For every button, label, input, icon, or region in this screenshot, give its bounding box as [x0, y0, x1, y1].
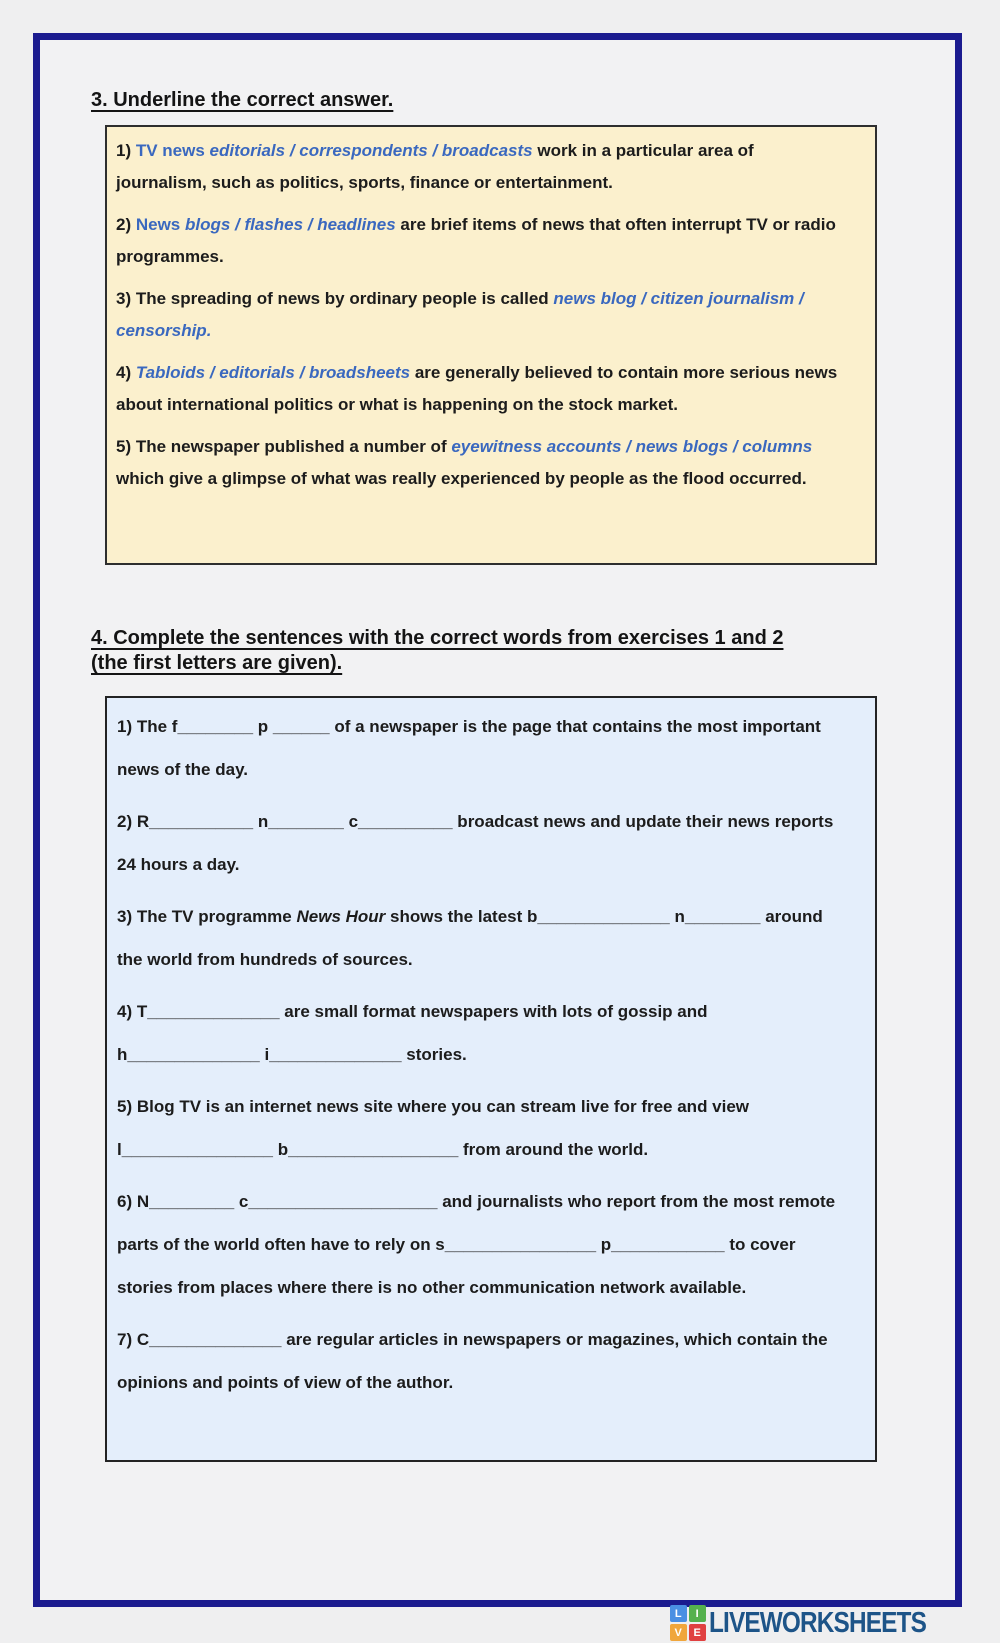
- text-segment: 6) N_________ c____________________ and journalists who report from the most remote parts of the world often have to rely on s________________ p____________ to cover stories from places where there is no other communication network available.: [117, 1192, 836, 1297]
- answer-choice[interactable]: news blog / citizen journalism / censorship.: [116, 289, 804, 340]
- exercise4-item: [117, 1318, 849, 1404]
- exercise3-item: [116, 431, 849, 495]
- exercise4-item: [117, 990, 849, 1076]
- text-segment: News: [135, 215, 185, 234]
- worksheet-frame: [33, 33, 962, 1607]
- text-segment: 5) Blog TV is an internet news site where you can stream live for free and view l________________ b__________________ from around the world.: [117, 1097, 750, 1159]
- logo-square-v: V: [670, 1624, 687, 1641]
- logo-square-e: E: [689, 1624, 706, 1641]
- liveworksheets-icon: [670, 1605, 708, 1641]
- text-segment: 2): [116, 215, 136, 234]
- text-segment: work in a particular area of journalism, such as politics, sports, finance or entertainment.: [116, 141, 754, 192]
- answer-choice[interactable]: blogs / flashes / headlines: [184, 215, 396, 234]
- logo-text: LIVEWORKSHEETS: [708, 1606, 926, 1639]
- answer-choice[interactable]: eyewitness accounts / news blogs / columns: [451, 437, 813, 456]
- text-segment: TV news: [135, 141, 210, 160]
- text-segment: News Hour: [296, 907, 386, 926]
- exercise4-item: [117, 895, 849, 981]
- answer-choice[interactable]: Tabloids / editorials / broadsheets: [135, 363, 411, 382]
- exercise4-item: [117, 1085, 849, 1171]
- text-segment: 1) The f________ p ______ of a newspaper is the page that contains the most important news of the day.: [117, 717, 821, 779]
- exercise3-item: [116, 209, 849, 273]
- exercise3-item: [116, 135, 849, 199]
- exercise4-title-line2: (the first letters are given).: [91, 652, 343, 674]
- exercise4-box: [105, 696, 877, 1462]
- logo-square-i: I: [689, 1605, 706, 1622]
- text-segment: which give a glimpse of what was really experienced by people as the flood occurred.: [116, 469, 807, 488]
- text-segment: are generally believed to contain more serious news about international politics or what is happening on the stock market.: [116, 363, 838, 414]
- exercise3-item: [116, 283, 849, 347]
- text-segment: 5) The newspaper published a number of: [116, 437, 452, 456]
- exercise3-item: [116, 357, 849, 421]
- exercise3-title: [91, 88, 393, 113]
- text-segment: 3) The spreading of news by ordinary people is called: [116, 289, 554, 308]
- text-segment: 7) C______________ are regular articles in newspapers or magazines, which contain the opinions and points of view of the author.: [117, 1330, 828, 1392]
- exercise4-item: [117, 705, 849, 791]
- exercise4-title: [91, 626, 783, 676]
- text-segment: shows the latest b______________ n________ around the world from hundreds of sources.: [117, 907, 823, 969]
- text-segment: 3) The TV programme: [117, 907, 297, 926]
- text-segment: 1): [116, 141, 136, 160]
- text-segment: 2) R___________ n________ c__________ broadcast news and update their news reports 24 hours a day.: [117, 812, 834, 874]
- text-segment: are brief items of news that often interrupt TV or radio programmes.: [116, 215, 836, 266]
- text-segment: 4) T______________ are small format newspapers with lots of gossip and h______________ i______________ stories.: [117, 1002, 708, 1064]
- exercise4-item: [117, 800, 849, 886]
- exercise4-title-line1: 4. Complete the sentences with the correct words from exercises 1 and 2: [91, 627, 784, 649]
- exercise3-box: [105, 125, 877, 565]
- exercise4-item: [117, 1180, 849, 1309]
- exercise3-title-text: 3. Underline the correct answer.: [91, 89, 394, 111]
- text-segment: 4): [116, 363, 136, 382]
- answer-choice[interactable]: editorials / correspondents / broadcasts: [209, 141, 533, 160]
- logo-square-l: L: [670, 1605, 687, 1622]
- liveworksheets-logo[interactable]: [670, 1604, 967, 1642]
